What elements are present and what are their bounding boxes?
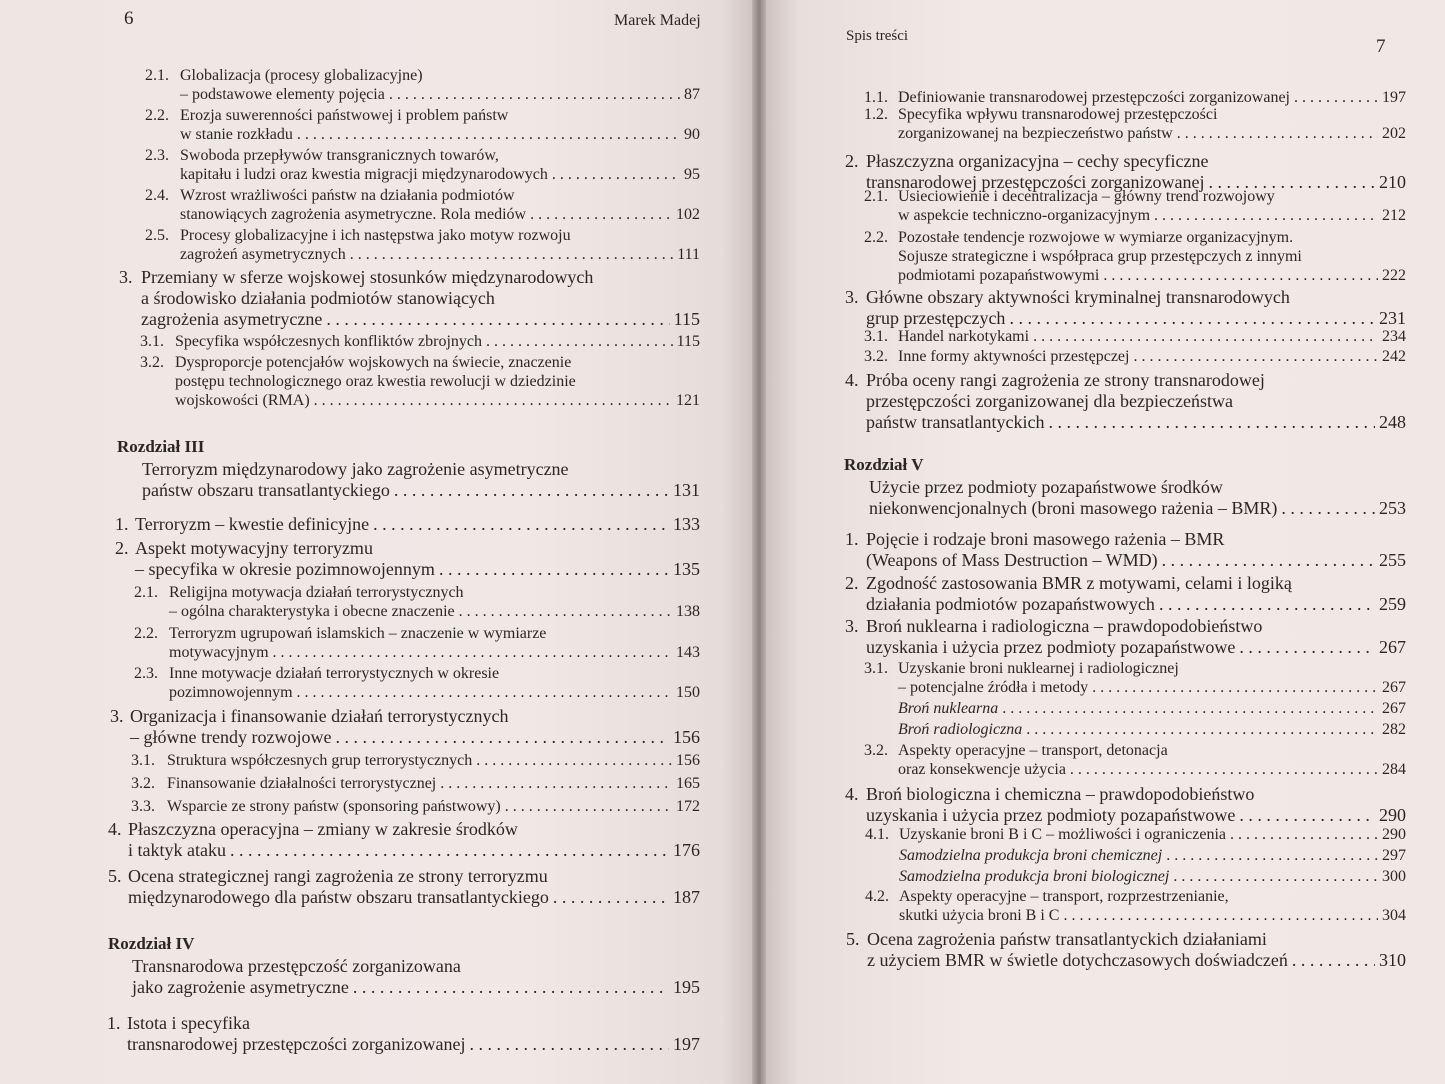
dot-leader bbox=[230, 840, 669, 861]
entry-number: 2.1. bbox=[145, 67, 169, 84]
entry-title: Specyfika współczesnych konfliktów zbrojnych bbox=[175, 333, 483, 350]
entry-title: Samodzielna produkcja broni chemicznej bbox=[899, 847, 1163, 864]
entry-page-number: 102 bbox=[676, 206, 700, 223]
entry-number: 1.1. bbox=[864, 89, 888, 106]
entry-title: wojskowości (RMA) bbox=[175, 392, 310, 409]
entry-title: pozimnowojennym bbox=[169, 684, 293, 701]
dot-leader bbox=[314, 391, 672, 410]
dot-leader bbox=[389, 85, 680, 104]
entry-page-number: 222 bbox=[1382, 267, 1406, 284]
entry-page-number: 131 bbox=[673, 480, 700, 500]
entry-number: 5. bbox=[108, 866, 122, 886]
toc-entry bbox=[134, 664, 700, 702]
dot-leader bbox=[1063, 906, 1378, 925]
right-page bbox=[766, 0, 1445, 1084]
dot-leader bbox=[530, 205, 672, 224]
entry-page-number: 156 bbox=[676, 752, 700, 769]
entry-page-number: 115 bbox=[673, 309, 700, 329]
toc-entry bbox=[865, 887, 1406, 925]
entry-page-number: 176 bbox=[673, 840, 700, 860]
entry-page-number: 310 bbox=[1379, 950, 1406, 970]
entry-title: Zgodność zastosowania BMR z motywami, celami i logiką bbox=[866, 573, 1292, 593]
entry-page-number: 150 bbox=[676, 684, 700, 701]
entry-number: 2.3. bbox=[145, 147, 169, 164]
entry-page-number: 172 bbox=[676, 798, 700, 815]
book-gutter bbox=[752, 0, 766, 1084]
entry-title: – główne trendy rozwojowe bbox=[130, 727, 332, 747]
toc-entry bbox=[899, 846, 1406, 865]
toc-entry bbox=[864, 187, 1406, 225]
entry-page-number: 234 bbox=[1382, 328, 1406, 345]
entry-number: 2. bbox=[845, 151, 859, 171]
toc-entry bbox=[131, 751, 700, 770]
entry-page-number: 242 bbox=[1382, 348, 1406, 365]
dot-leader bbox=[1173, 867, 1378, 886]
entry-title: Sojusze strategiczne i współpraca grup przestępczych z innymi bbox=[898, 248, 1302, 265]
toc-entry bbox=[131, 774, 700, 793]
toc-entry bbox=[145, 66, 700, 104]
entry-title: Aspekty operacyjne – transport, rozprzestrzenianie, bbox=[899, 888, 1229, 905]
entry-page-number: 253 bbox=[1379, 498, 1406, 518]
entry-title: Broń biologiczna i chemiczna – prawdopodobieństwo bbox=[866, 784, 1255, 804]
entry-title: transnarodowej przestępczości zorganizowanej bbox=[866, 172, 1205, 192]
entry-number: 4. bbox=[108, 819, 122, 839]
toc-entry bbox=[119, 267, 700, 330]
entry-number: 2.2. bbox=[134, 625, 158, 642]
entry-page-number: 87 bbox=[684, 86, 700, 103]
toc-entry bbox=[899, 867, 1406, 886]
toc-entry bbox=[134, 624, 700, 662]
entry-number: 2.1. bbox=[134, 584, 158, 601]
entry-title: Organizacja i finansowanie działań terrorystycznych bbox=[130, 706, 509, 726]
dot-leader bbox=[1230, 825, 1378, 844]
dot-leader bbox=[350, 245, 674, 264]
toc-entry bbox=[107, 1013, 700, 1055]
dot-leader bbox=[353, 977, 669, 998]
dot-leader bbox=[1048, 412, 1375, 433]
entry-title: zagrożeń asymetrycznych bbox=[180, 246, 346, 263]
entry-number: 3.2. bbox=[131, 775, 155, 792]
dot-leader bbox=[439, 559, 669, 580]
entry-page-number: 210 bbox=[1379, 172, 1406, 192]
entry-title: Płaszczyzna operacyjna – zmiany w zakresie środków bbox=[128, 819, 518, 839]
toc-entry bbox=[145, 106, 700, 144]
entry-title: a środowisko działania podmiotów stanowiących bbox=[141, 288, 495, 308]
toc-entry bbox=[132, 956, 700, 998]
entry-title: państw obszaru transatlantyckiego bbox=[142, 480, 390, 500]
entry-title: Główne obszary aktywności kryminalnej transnarodowych bbox=[866, 287, 1290, 307]
entry-title: – ogólna charakterystyka i obecne znaczenie bbox=[169, 603, 455, 620]
entry-number: 4.2. bbox=[865, 888, 889, 905]
toc-entry bbox=[898, 699, 1406, 718]
dot-leader bbox=[1002, 699, 1378, 718]
toc-entry bbox=[846, 929, 1406, 971]
entry-title: Handel narkotykami bbox=[898, 328, 1030, 345]
entry-title: Istota i specyfika bbox=[127, 1013, 250, 1033]
dot-leader bbox=[297, 125, 680, 144]
entry-number: 3. bbox=[845, 287, 859, 307]
entry-number: 1. bbox=[115, 514, 129, 534]
toc-entry bbox=[869, 477, 1406, 519]
entry-title: Definiowanie transnarodowej przestępczości zorganizowanej bbox=[898, 89, 1290, 106]
dot-leader bbox=[335, 727, 669, 748]
toc-entry bbox=[108, 819, 700, 861]
toc-entry bbox=[145, 226, 700, 264]
running-head: Spis treści bbox=[846, 28, 909, 44]
dot-leader bbox=[1159, 594, 1375, 615]
entry-title: Terroryzm ugrupowań islamskich – znaczenie w wymiarze bbox=[169, 625, 547, 642]
dot-leader bbox=[273, 643, 672, 662]
toc-entry bbox=[845, 287, 1406, 329]
dot-leader bbox=[470, 1034, 669, 1055]
entry-title: w aspekcie techniczno-organizacyjnym bbox=[898, 207, 1151, 224]
entry-page-number: 143 bbox=[676, 644, 700, 661]
entry-title: Specyfika wpływu transnarodowej przestępczości bbox=[898, 106, 1218, 123]
dot-leader bbox=[476, 751, 672, 770]
toc-entry bbox=[142, 459, 700, 501]
entry-number: 2.2. bbox=[145, 107, 169, 124]
chapter-heading: Rozdział V bbox=[844, 455, 924, 474]
entry-number: 3.1. bbox=[864, 660, 888, 677]
toc-entry bbox=[110, 706, 700, 748]
toc-entry bbox=[145, 186, 700, 224]
entry-page-number: 231 bbox=[1379, 308, 1406, 328]
entry-title: Broń radiologiczna bbox=[898, 721, 1023, 738]
entry-page-number: 111 bbox=[677, 246, 700, 263]
entry-number: 2.4. bbox=[145, 187, 169, 204]
entry-title: Globalizacja (procesy globalizacyjne) bbox=[180, 67, 423, 84]
dot-leader bbox=[1281, 498, 1375, 519]
entry-title: Broń nuklearna i radiologiczna – prawdopodobieństwo bbox=[866, 616, 1263, 636]
entry-title: zagrożenia asymetryczne bbox=[141, 309, 323, 329]
toc-entry bbox=[145, 146, 700, 184]
entry-title: Procesy globalizacyjne i ich następstwa jako motyw rozwoju bbox=[180, 227, 571, 244]
entry-number: 2.3. bbox=[134, 665, 158, 682]
entry-page-number: 135 bbox=[673, 559, 700, 579]
entry-title: skutki użycia broni B i C bbox=[899, 907, 1060, 924]
entry-title: Broń nuklearna bbox=[898, 700, 999, 717]
dot-leader bbox=[394, 480, 669, 501]
entry-number: 3.1. bbox=[131, 752, 155, 769]
toc-entry bbox=[898, 720, 1406, 739]
dot-leader bbox=[373, 514, 669, 535]
entry-title: Terroryzm międzynarodowy jako zagrożenie asymetryczne bbox=[142, 459, 569, 479]
entry-title: działania podmiotów pozapaństwowych bbox=[866, 594, 1155, 614]
dot-leader bbox=[440, 774, 672, 793]
dot-leader bbox=[1103, 266, 1378, 285]
entry-title: Aspekty operacyjne – transport, detonacja bbox=[898, 742, 1168, 759]
toc-entry bbox=[845, 529, 1406, 571]
chapter-heading: Rozdział IV bbox=[108, 934, 195, 953]
dot-leader bbox=[1033, 327, 1378, 346]
toc-entry bbox=[140, 332, 700, 351]
toc-entry bbox=[134, 583, 700, 621]
entry-title: Pojęcie i rodzaje broni masowego rażenia – BMR bbox=[866, 529, 1225, 549]
entry-page-number: 267 bbox=[1382, 679, 1406, 696]
entry-title: Ocena strategicznej rangi zagrożenia ze strony terroryzmu bbox=[128, 866, 548, 886]
toc-entry bbox=[864, 228, 1406, 285]
entry-title: Wzrost wrażliwości państw na działania podmiotów bbox=[180, 187, 515, 204]
toc-entry bbox=[864, 327, 1406, 346]
dot-leader bbox=[1070, 760, 1378, 779]
toc-entry bbox=[115, 514, 700, 535]
entry-number: 3.2. bbox=[864, 742, 888, 759]
dot-leader bbox=[1009, 308, 1375, 329]
entry-title: Finansowanie działalności terrorystycznej bbox=[167, 775, 437, 792]
page-number: 6 bbox=[124, 8, 134, 29]
entry-page-number: 115 bbox=[676, 333, 700, 350]
toc-entry bbox=[865, 825, 1406, 844]
dot-leader bbox=[1026, 720, 1378, 739]
entry-title: Erozja suwerenności państwowej i problem państw bbox=[180, 107, 509, 124]
entry-title: Samodzielna produkcja broni biologicznej bbox=[899, 868, 1170, 885]
dot-leader bbox=[1162, 550, 1375, 571]
entry-title: Ocena zagrożenia państw transatlantyckich działaniami bbox=[867, 929, 1267, 949]
dot-leader bbox=[1239, 637, 1375, 658]
entry-number: 4. bbox=[845, 370, 859, 390]
toc-entry bbox=[864, 347, 1406, 366]
entry-title: Aspekt motywacyjny terroryzmu bbox=[135, 538, 373, 558]
dot-leader bbox=[1239, 805, 1375, 826]
entry-page-number: 297 bbox=[1382, 847, 1406, 864]
entry-title: Przemiany w sferze wojskowej stosunków międzynarodowych bbox=[141, 267, 594, 287]
entry-title: grup przestępczych bbox=[866, 308, 1006, 328]
entry-title: zorganizowanej na bezpieczeństwo państw bbox=[898, 125, 1173, 142]
toc-entry bbox=[845, 616, 1406, 658]
entry-page-number: 284 bbox=[1382, 761, 1406, 778]
entry-page-number: 267 bbox=[1379, 637, 1406, 657]
entry-title: uzyskania i użycia przez podmioty pozapaństwowe bbox=[866, 637, 1236, 657]
entry-page-number: 187 bbox=[673, 887, 700, 907]
dot-leader bbox=[1154, 206, 1378, 225]
entry-title: kapitału i ludzi oraz kwestia migracji międzynarodowych bbox=[180, 166, 548, 183]
toc-entry bbox=[108, 866, 700, 908]
entry-number: 2.2. bbox=[864, 229, 888, 246]
entry-number: 1. bbox=[845, 529, 859, 549]
entry-title: Usieciowienie i decentralizacja – główny trend rozwojowy bbox=[898, 188, 1275, 205]
dot-leader bbox=[1166, 846, 1378, 865]
entry-title: jako zagrożenie asymetryczne bbox=[132, 977, 349, 997]
entry-number: 3.1. bbox=[140, 333, 164, 350]
entry-page-number: 304 bbox=[1382, 907, 1406, 924]
entry-number: 4.1. bbox=[865, 826, 889, 843]
entry-number: 2. bbox=[115, 538, 129, 558]
entry-page-number: 95 bbox=[684, 166, 700, 183]
page-number: 7 bbox=[1376, 36, 1386, 57]
entry-page-number: 267 bbox=[1382, 700, 1406, 717]
entry-title: oraz konsekwencje użycia bbox=[898, 761, 1066, 778]
entry-page-number: 156 bbox=[673, 727, 700, 747]
entry-title: Inne formy aktywności przestępczej bbox=[898, 348, 1130, 365]
toc-entry bbox=[140, 353, 700, 410]
entry-page-number: 212 bbox=[1382, 207, 1406, 224]
dot-leader bbox=[459, 602, 672, 621]
entry-number: 2.1. bbox=[864, 188, 888, 205]
entry-title: Płaszczyzna organizacyjna – cechy specyficzne bbox=[866, 151, 1209, 171]
entry-title: Wsparcie ze strony państw (sponsoring państwowy) bbox=[167, 798, 501, 815]
entry-title: Inne motywacje działań terrorystycznych w okresie bbox=[169, 665, 500, 682]
toc-entry bbox=[864, 659, 1406, 697]
toc-entry bbox=[864, 741, 1406, 779]
entry-title: Uzyskanie broni nuklearnej i radiologicznej bbox=[898, 660, 1179, 677]
entry-title: niekonwencjonalnych (broni masowego rażenia – BMR) bbox=[869, 498, 1278, 518]
entry-page-number: 195 bbox=[673, 977, 700, 997]
entry-page-number: 197 bbox=[1382, 89, 1406, 106]
toc-entry bbox=[845, 370, 1406, 433]
entry-page-number: 202 bbox=[1382, 125, 1406, 142]
dot-leader bbox=[1092, 678, 1378, 697]
running-head: Marek Madej bbox=[614, 12, 701, 29]
dot-leader bbox=[297, 683, 672, 702]
toc-entry bbox=[845, 573, 1406, 615]
entry-title: Struktura współczesnych grup terrorystycznych bbox=[167, 752, 473, 769]
entry-page-number: 121 bbox=[676, 392, 700, 409]
entry-number: 2.5. bbox=[145, 227, 169, 244]
entry-number: 3. bbox=[845, 616, 859, 636]
entry-title: w stanie rozkładu bbox=[180, 126, 293, 143]
entry-title: Pozostałe tendencje rozwojowe w wymiarze organizacyjnym. bbox=[898, 229, 1294, 246]
entry-page-number: 138 bbox=[676, 603, 700, 620]
toc-entry bbox=[864, 105, 1406, 143]
toc-entry bbox=[115, 538, 700, 580]
entry-page-number: 259 bbox=[1379, 594, 1406, 614]
dot-leader bbox=[1133, 347, 1378, 366]
entry-number: 3.3. bbox=[131, 798, 155, 815]
chapter-heading: Rozdział III bbox=[117, 437, 205, 456]
entry-title: Transnarodowa przestępczość zorganizowana bbox=[132, 956, 461, 976]
entry-title: postępu technologicznego oraz kwestia rewolucji w dziedzinie bbox=[175, 373, 576, 390]
entry-title: – podstawowe elementy pojęcia bbox=[180, 86, 385, 103]
dot-leader bbox=[1177, 124, 1378, 143]
entry-number: 5. bbox=[846, 929, 860, 949]
entry-page-number: 165 bbox=[676, 775, 700, 792]
entry-title: – specyfika w okresie pozimnowojennym bbox=[135, 559, 435, 579]
entry-page-number: 90 bbox=[684, 126, 700, 143]
entry-title: motywacyjnym bbox=[169, 644, 269, 661]
entry-title: Religijna motywacja działań terrorystycznych bbox=[169, 584, 464, 601]
entry-number: 1. bbox=[107, 1013, 121, 1033]
dot-leader bbox=[553, 887, 669, 908]
entry-title: Próba oceny rangi zagrożenia ze strony transnarodowej bbox=[866, 370, 1265, 390]
entry-title: międzynarodowego dla państw obszaru transatlantyckiego bbox=[128, 887, 549, 907]
entry-title: uzyskania i użycia przez podmioty pozapaństwowe bbox=[866, 805, 1236, 825]
entry-number: 3.2. bbox=[864, 348, 888, 365]
entry-title: państw transatlantyckich bbox=[866, 412, 1045, 432]
entry-title: (Weapons of Mass Destruction – WMD) bbox=[866, 550, 1158, 570]
entry-title: Użycie przez podmioty pozapaństwowe środków bbox=[869, 477, 1223, 497]
entry-number: 3.1. bbox=[864, 328, 888, 345]
entry-page-number: 282 bbox=[1382, 721, 1406, 738]
entry-title: przestępczości zorganizowanej dla bezpieczeństwa bbox=[866, 391, 1233, 411]
entry-page-number: 248 bbox=[1379, 412, 1406, 432]
entry-title: Uzyskanie broni B i C – możliwości i ograniczenia bbox=[899, 826, 1227, 843]
entry-page-number: 290 bbox=[1382, 826, 1406, 843]
entry-title: – potencjalne źródła i metody bbox=[898, 679, 1089, 696]
entry-number: 3. bbox=[110, 706, 124, 726]
entry-page-number: 197 bbox=[673, 1034, 700, 1054]
entry-number: 1.2. bbox=[864, 106, 888, 123]
toc-entry bbox=[131, 797, 700, 816]
entry-title: transnarodowej przestępczości zorganizowanej bbox=[127, 1034, 466, 1054]
entry-title: Swoboda przepływów transgranicznych towarów, bbox=[180, 147, 499, 164]
entry-title: Terroryzm – kwestie definicyjne bbox=[135, 514, 370, 534]
entry-number: 2. bbox=[845, 573, 859, 593]
dot-leader bbox=[1292, 950, 1375, 971]
entry-title: z użyciem BMR w świetle dotychczasowych doświadczeń bbox=[867, 950, 1288, 970]
dot-leader bbox=[486, 332, 673, 351]
entry-title: i taktyk ataku bbox=[128, 840, 226, 860]
entry-number: 3.2. bbox=[140, 354, 164, 371]
toc-entry bbox=[845, 784, 1406, 826]
entry-page-number: 255 bbox=[1379, 550, 1406, 570]
dot-leader bbox=[552, 165, 680, 184]
entry-number: 4. bbox=[845, 784, 859, 804]
entry-number: 3. bbox=[119, 267, 133, 287]
entry-page-number: 133 bbox=[673, 514, 700, 534]
dot-leader bbox=[326, 309, 669, 330]
entry-title: stanowiących zagrożenia asymetryczne. Rola mediów bbox=[180, 206, 527, 223]
dot-leader bbox=[505, 797, 672, 816]
entry-title: Dysproporcje potencjałów wojskowych na świecie, znaczenie bbox=[175, 354, 572, 371]
entry-title: podmiotami pozapaństwowymi bbox=[898, 267, 1100, 284]
entry-page-number: 300 bbox=[1382, 868, 1406, 885]
entry-page-number: 290 bbox=[1379, 805, 1406, 825]
